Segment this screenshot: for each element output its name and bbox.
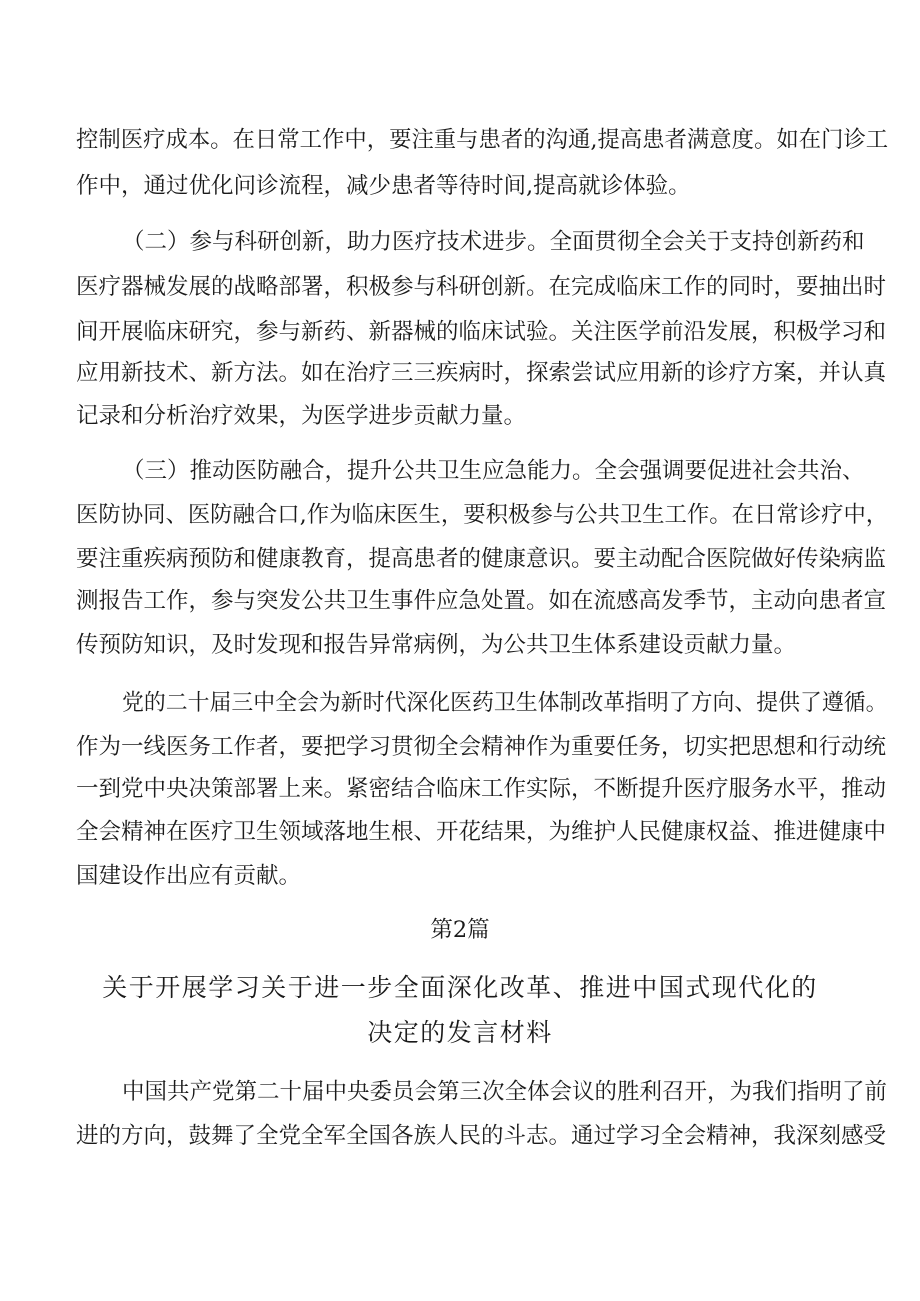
- section-heading: 第2篇: [430, 917, 490, 943]
- paragraph-4-line-5: 国建设作出应有贡献。: [76, 863, 302, 889]
- paragraph-4-line-1: 党的二十届三中全会为新时代深化医药卫生体制改革指明了方向、提供了遵循。: [122, 690, 888, 716]
- article-title-line-1: 关于开展学习关于进一步全面深化改革、推进中国式现代化的: [102, 973, 818, 1002]
- paragraph-1-line-1: 控制医疗成本。在日常工作中，要注重与患者的沟通,提高患者满意度。如在门诊工: [76, 127, 889, 153]
- paragraph-3-line-2: 医防协同、医防融合口,作为临床医生，要积极参与公共卫生工作。在日常诊疗中，: [76, 502, 889, 528]
- paragraph-3-line-3: 要注重疾病预防和健康教育，提高患者的健康意识。要主动配合医院做好传染病监: [76, 546, 887, 572]
- paragraph-2-line-4: 应用新技术、新方法。如在治疗三三疾病时，探索尝试应用新的诊疗方案，并认真: [76, 360, 887, 386]
- paragraph-4-line-4: 全会精神在医疗卫生领域落地生根、开花结果，为维护人民健康权益、推进健康中: [76, 819, 887, 845]
- paragraph-3-line-1: （三）推动医防融合，提升公共卫生应急能力。全会强调要促进社会共治、: [122, 458, 865, 484]
- paragraph-5-line-2: 进的方向，鼓舞了全党全军全国各族人民的斗志。通过学习全会精神，我深刻感受: [76, 1123, 887, 1149]
- paragraph-1-line-2: 作中，通过优化问诊流程，减少患者等待时间,提高就诊体验。: [76, 173, 691, 199]
- paragraph-4-line-3: 一到党中央决策部署上来。紧密结合临床工作实际，不断提升医疗服务水平，推动: [76, 776, 887, 802]
- paragraph-2-line-5: 记录和分析治疗效果，为医学进步贡献力量。: [76, 403, 527, 429]
- paragraph-2-line-2: 医疗器械发展的战略部署，积极参与科研创新。在完成临床工作的同时，要抽出时: [76, 274, 887, 300]
- paragraph-2-line-3: 间开展临床研究，参与新药、新器械的临床试验。关注医学前沿发展，积极学习和: [76, 319, 887, 345]
- article-title-line-2: 决定的发言材料: [367, 1018, 553, 1047]
- paragraph-5-line-1: 中国共产党第二十届中央委员会第三次全体会议的胜利召开，为我们指明了前: [122, 1079, 888, 1105]
- paragraph-4-line-2: 作为一线医务工作者，要把学习贯彻全会精神作为重要任务，切实把思想和行动统: [76, 734, 887, 760]
- paragraph-3-line-4: 测报告工作，参与突发公共卫生事件应急处置。如在流感高发季节，主动向患者宣: [76, 588, 887, 614]
- paragraph-3-line-5: 传预防知识，及时发现和报告异常病例，为公共卫生体系建设贡献力量。: [76, 632, 797, 658]
- paragraph-2-line-1: （二）参与科研创新，助力医疗技术进步。全面贯彻全会关于支持创新药和: [122, 229, 865, 255]
